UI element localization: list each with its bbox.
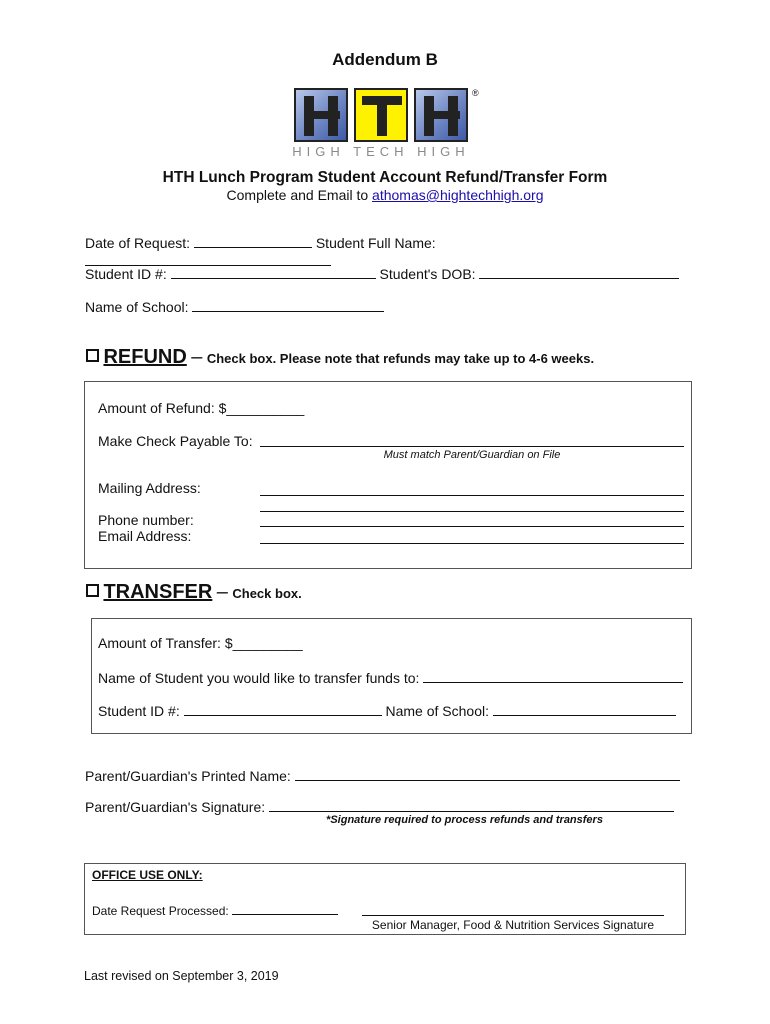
form-instruction <box>0 187 770 203</box>
office-use-title: OFFICE USE ONLY: <box>92 868 203 882</box>
refund-amount[interactable]: Amount of Refund: $__________ <box>98 400 305 416</box>
logo-wordmark: HIGH TECH HIGH <box>292 144 470 159</box>
logo-tile-h-left <box>294 88 348 142</box>
student-full-name-label: Student Full Name: <box>315 235 436 251</box>
date-of-request-label: Date of Request: <box>85 235 191 251</box>
transfer-note: Check box. <box>232 586 302 601</box>
parent-signature-field[interactable] <box>269 797 674 812</box>
name-of-school-label: Name of School: <box>85 299 189 315</box>
office-date-label: Date Request Processed: <box>92 904 229 918</box>
student-dob-label: Student's DOB: <box>379 266 476 282</box>
parent-name-row <box>85 766 685 784</box>
refund-heading <box>86 346 594 369</box>
parent-printed-name-field[interactable] <box>295 766 680 781</box>
payable-to-note: Must match Parent/Guardian on File <box>383 449 561 461</box>
student-id-field[interactable] <box>171 264 376 279</box>
payable-to-label: Make Check Payable To: <box>98 433 253 449</box>
transfer-checkbox[interactable] <box>86 584 99 597</box>
refund-dash: – <box>191 346 203 368</box>
refund-note: Check box. Please note that refunds may take up to 4-6 weeks. <box>206 351 595 366</box>
mailing-address-field-2[interactable] <box>260 497 684 512</box>
transfer-id-school-row <box>98 701 688 719</box>
logo-tile-h-right <box>414 88 468 142</box>
parent-signature-label: Parent/Guardian's Signature: <box>85 799 266 815</box>
transfer-student-id-label: Student ID #: <box>98 703 180 719</box>
manager-signature-line[interactable] <box>362 901 664 916</box>
hth-logo <box>292 88 482 160</box>
transfer-dash: – <box>216 581 228 603</box>
transfer-school-label: Name of School: <box>385 703 489 719</box>
office-date-field[interactable] <box>232 902 338 915</box>
revision-note: Last revised on September 3, 2019 <box>84 969 279 983</box>
form-title: HTH Lunch Program Student Account Refund/Transfer Form <box>162 169 608 186</box>
transfer-amount[interactable]: Amount of Transfer: $_________ <box>98 635 303 651</box>
student-id-label: Student ID #: <box>85 266 167 282</box>
transfer-name-label: Name of Student you would like to transfer funds to: <box>98 670 420 686</box>
transfer-title: TRANSFER <box>103 581 213 603</box>
student-dob-field[interactable] <box>479 264 679 279</box>
transfer-name-field[interactable] <box>423 668 683 683</box>
mailing-address-field-1[interactable] <box>260 481 684 496</box>
phone-number-field[interactable] <box>260 512 684 527</box>
date-of-request-field[interactable] <box>194 233 312 248</box>
email-address-label: Email Address: <box>98 528 192 544</box>
instruction-text: Complete and Email to <box>226 187 369 203</box>
registered-mark: ® <box>472 88 479 98</box>
mailing-address-label: Mailing Address: <box>98 480 201 496</box>
name-of-school-field[interactable] <box>192 297 384 312</box>
refund-title: REFUND <box>103 346 187 368</box>
addendum-title: Addendum B <box>332 50 438 69</box>
logo-tile-t-center <box>354 88 408 142</box>
transfer-student-id-field[interactable] <box>184 701 382 716</box>
parent-printed-name-label: Parent/Guardian's Printed Name: <box>85 768 291 784</box>
signature-note: *Signature required to process refunds and transfers <box>326 814 603 826</box>
transfer-heading <box>86 581 302 604</box>
transfer-school-field[interactable] <box>493 701 676 716</box>
row-school <box>85 297 685 315</box>
email-address-field[interactable] <box>260 529 684 544</box>
phone-number-label: Phone number: <box>98 512 194 528</box>
payable-to-field[interactable] <box>260 432 684 447</box>
office-date-row <box>92 902 338 918</box>
row-id-dob <box>85 264 685 282</box>
email-link[interactable]: athomas@hightechhigh.org <box>372 187 544 203</box>
manager-signature-caption: Senior Manager, Food & Nutrition Services Signature <box>371 918 655 932</box>
transfer-name-row <box>98 668 688 686</box>
refund-checkbox[interactable] <box>86 349 99 362</box>
parent-signature-row <box>85 797 685 815</box>
